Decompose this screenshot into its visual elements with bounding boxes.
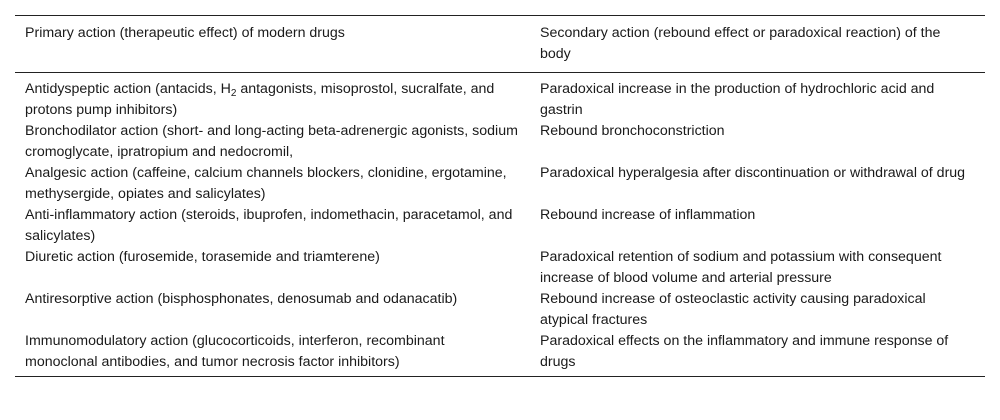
primary-action-cell: Analgesic action (caffeine, calcium channels blockers, clonidine, ergotamine, methysergide, opiates and salicylates)	[25, 165, 507, 202]
table-row	[15, 247, 985, 289]
secondary-action-cell: Rebound increase of inflammation	[540, 207, 756, 223]
header-primary-action: Primary action (therapeutic effect) of modern drugs	[25, 25, 345, 41]
secondary-action-cell: Paradoxical retention of sodium and potassium with consequent increase of blood volume and arterial pressure	[540, 249, 942, 286]
primary-action-cell: Bronchodilator action (short- and long-acting beta-adrenergic agonists, sodium cromoglycate, ipratropium and nedocromil,	[25, 123, 518, 160]
table-row	[15, 205, 985, 247]
subscript: 2	[230, 88, 237, 99]
secondary-action-cell: Paradoxical effects on the inflammatory and immune response of drugs	[540, 333, 949, 370]
primary-action-cell: Antiresorptive action (bisphosphonates, denosumab and odanacatib)	[25, 291, 458, 307]
table-body	[15, 73, 985, 377]
drug-action-table	[15, 15, 985, 377]
table-header	[15, 16, 985, 73]
primary-action-cell: Immunomodulatory action (glucocorticoids, interferon, recombinant monoclonal antibodies, and tumor necrosis factor inhibitors)	[25, 333, 445, 370]
table-row	[15, 121, 985, 163]
primary-action-cell: Anti-inflammatory action (steroids, ibuprofen, indomethacin, paracetamol, and salicylates)	[25, 207, 513, 244]
primary-action-text: antagonists, misoprostol, sucralfate, and protons pump inhibitors)	[25, 81, 495, 118]
header-row	[15, 16, 985, 73]
secondary-action-cell: Rebound increase of osteoclastic activity causing paradoxical atypical fractures	[540, 291, 926, 328]
drug-action-table-container	[15, 15, 985, 377]
table-row	[15, 289, 985, 331]
header-secondary-action: Secondary action (rebound effect or paradoxical reaction) of the body	[540, 25, 941, 62]
primary-action-text: Antidyspeptic action (antacids, H	[25, 81, 231, 97]
table-row	[15, 331, 985, 377]
secondary-action-cell: Paradoxical hyperalgesia after discontinuation or withdrawal of drug	[540, 165, 966, 181]
primary-action-cell: Diuretic action (furosemide, torasemide and triamterene)	[25, 249, 380, 265]
secondary-action-cell: Rebound bronchoconstriction	[540, 123, 725, 139]
table-row	[15, 163, 985, 205]
table-row	[15, 73, 985, 122]
primary-action-cell	[15, 73, 530, 122]
secondary-action-cell: Paradoxical increase in the production of hydrochloric acid and gastrin	[540, 81, 935, 118]
